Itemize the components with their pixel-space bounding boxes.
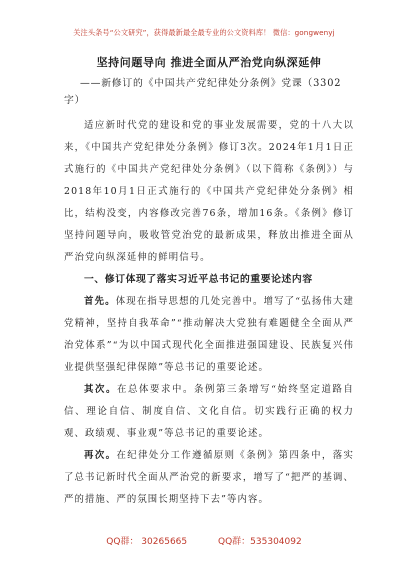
- paragraph-body: 在总体要求中。条例第三条增写“始终坚定道路自信、理论自信、制度自信、文化自信。切实践行正确的权力观、政绩观、事业观”等总书记的重要论述。: [64, 384, 354, 439]
- document-page: [64, 55, 354, 511]
- paragraph-intro: 适应新时代党的建设和党的事业发展需要，党的十八大以来，《中国共产党纪律处分条例》修订3次。2024年1月1日正式施行的《中国共产党纪律处分条例》（以下简称《条例》）与2018年10月1日正式施行的《中国共产党纪律处分条例》相比，结构没变，内容修改完善76条，增加16条。《条例》修订坚持问题导向，吸收管党治党的最新成果，释放出推进全面从严治党向纵深延伸的鲜明信号。: [64, 120, 354, 263]
- qq-group-1: QQ群： 30265665: [106, 537, 188, 547]
- paragraph-third: [64, 445, 354, 511]
- paragraph-lead: 其次。: [84, 384, 118, 395]
- footer-contact: [0, 534, 408, 547]
- section-heading: 一、修订体现了落实习近平总书记的重要论述内容: [84, 274, 313, 285]
- paragraph-lead: 首先。: [84, 296, 116, 307]
- document-title: 坚持问题导向 推进全面从严治党向纵深延伸: [96, 56, 322, 69]
- document-subtitle: ——新修订的《中国共产党纪律处分条例》党课（3302字）: [64, 78, 342, 106]
- paragraph-second: [64, 379, 354, 445]
- qq-group-2: QQ群：535304092: [218, 537, 302, 547]
- paragraph-body: 在纪律处分工作遵循原则《条例》第四条中，落实了总书记新时代全面从严治党的新要求，增写了“把严的基调、严的措施、严的氛围长期坚持下去”等内容。: [64, 450, 355, 505]
- header-banner: 关注头条号“公文研究”，获得最新最全最专业的公文资料库！ 微信：gongwenyj: [73, 28, 335, 37]
- paragraph-body: 体现在指导思想的几处完善中。增写了“弘扬伟大建党精神，坚持自我革命”“推动解决大党独有难题健全全面从严治党体系”“为以中国式现代化全面推进强国建设、民族复兴伟业提供坚强纪律保障”等总书记的重要论述。: [64, 296, 354, 373]
- paragraph-first: [64, 291, 354, 379]
- paragraph-lead: 再次。: [84, 450, 117, 461]
